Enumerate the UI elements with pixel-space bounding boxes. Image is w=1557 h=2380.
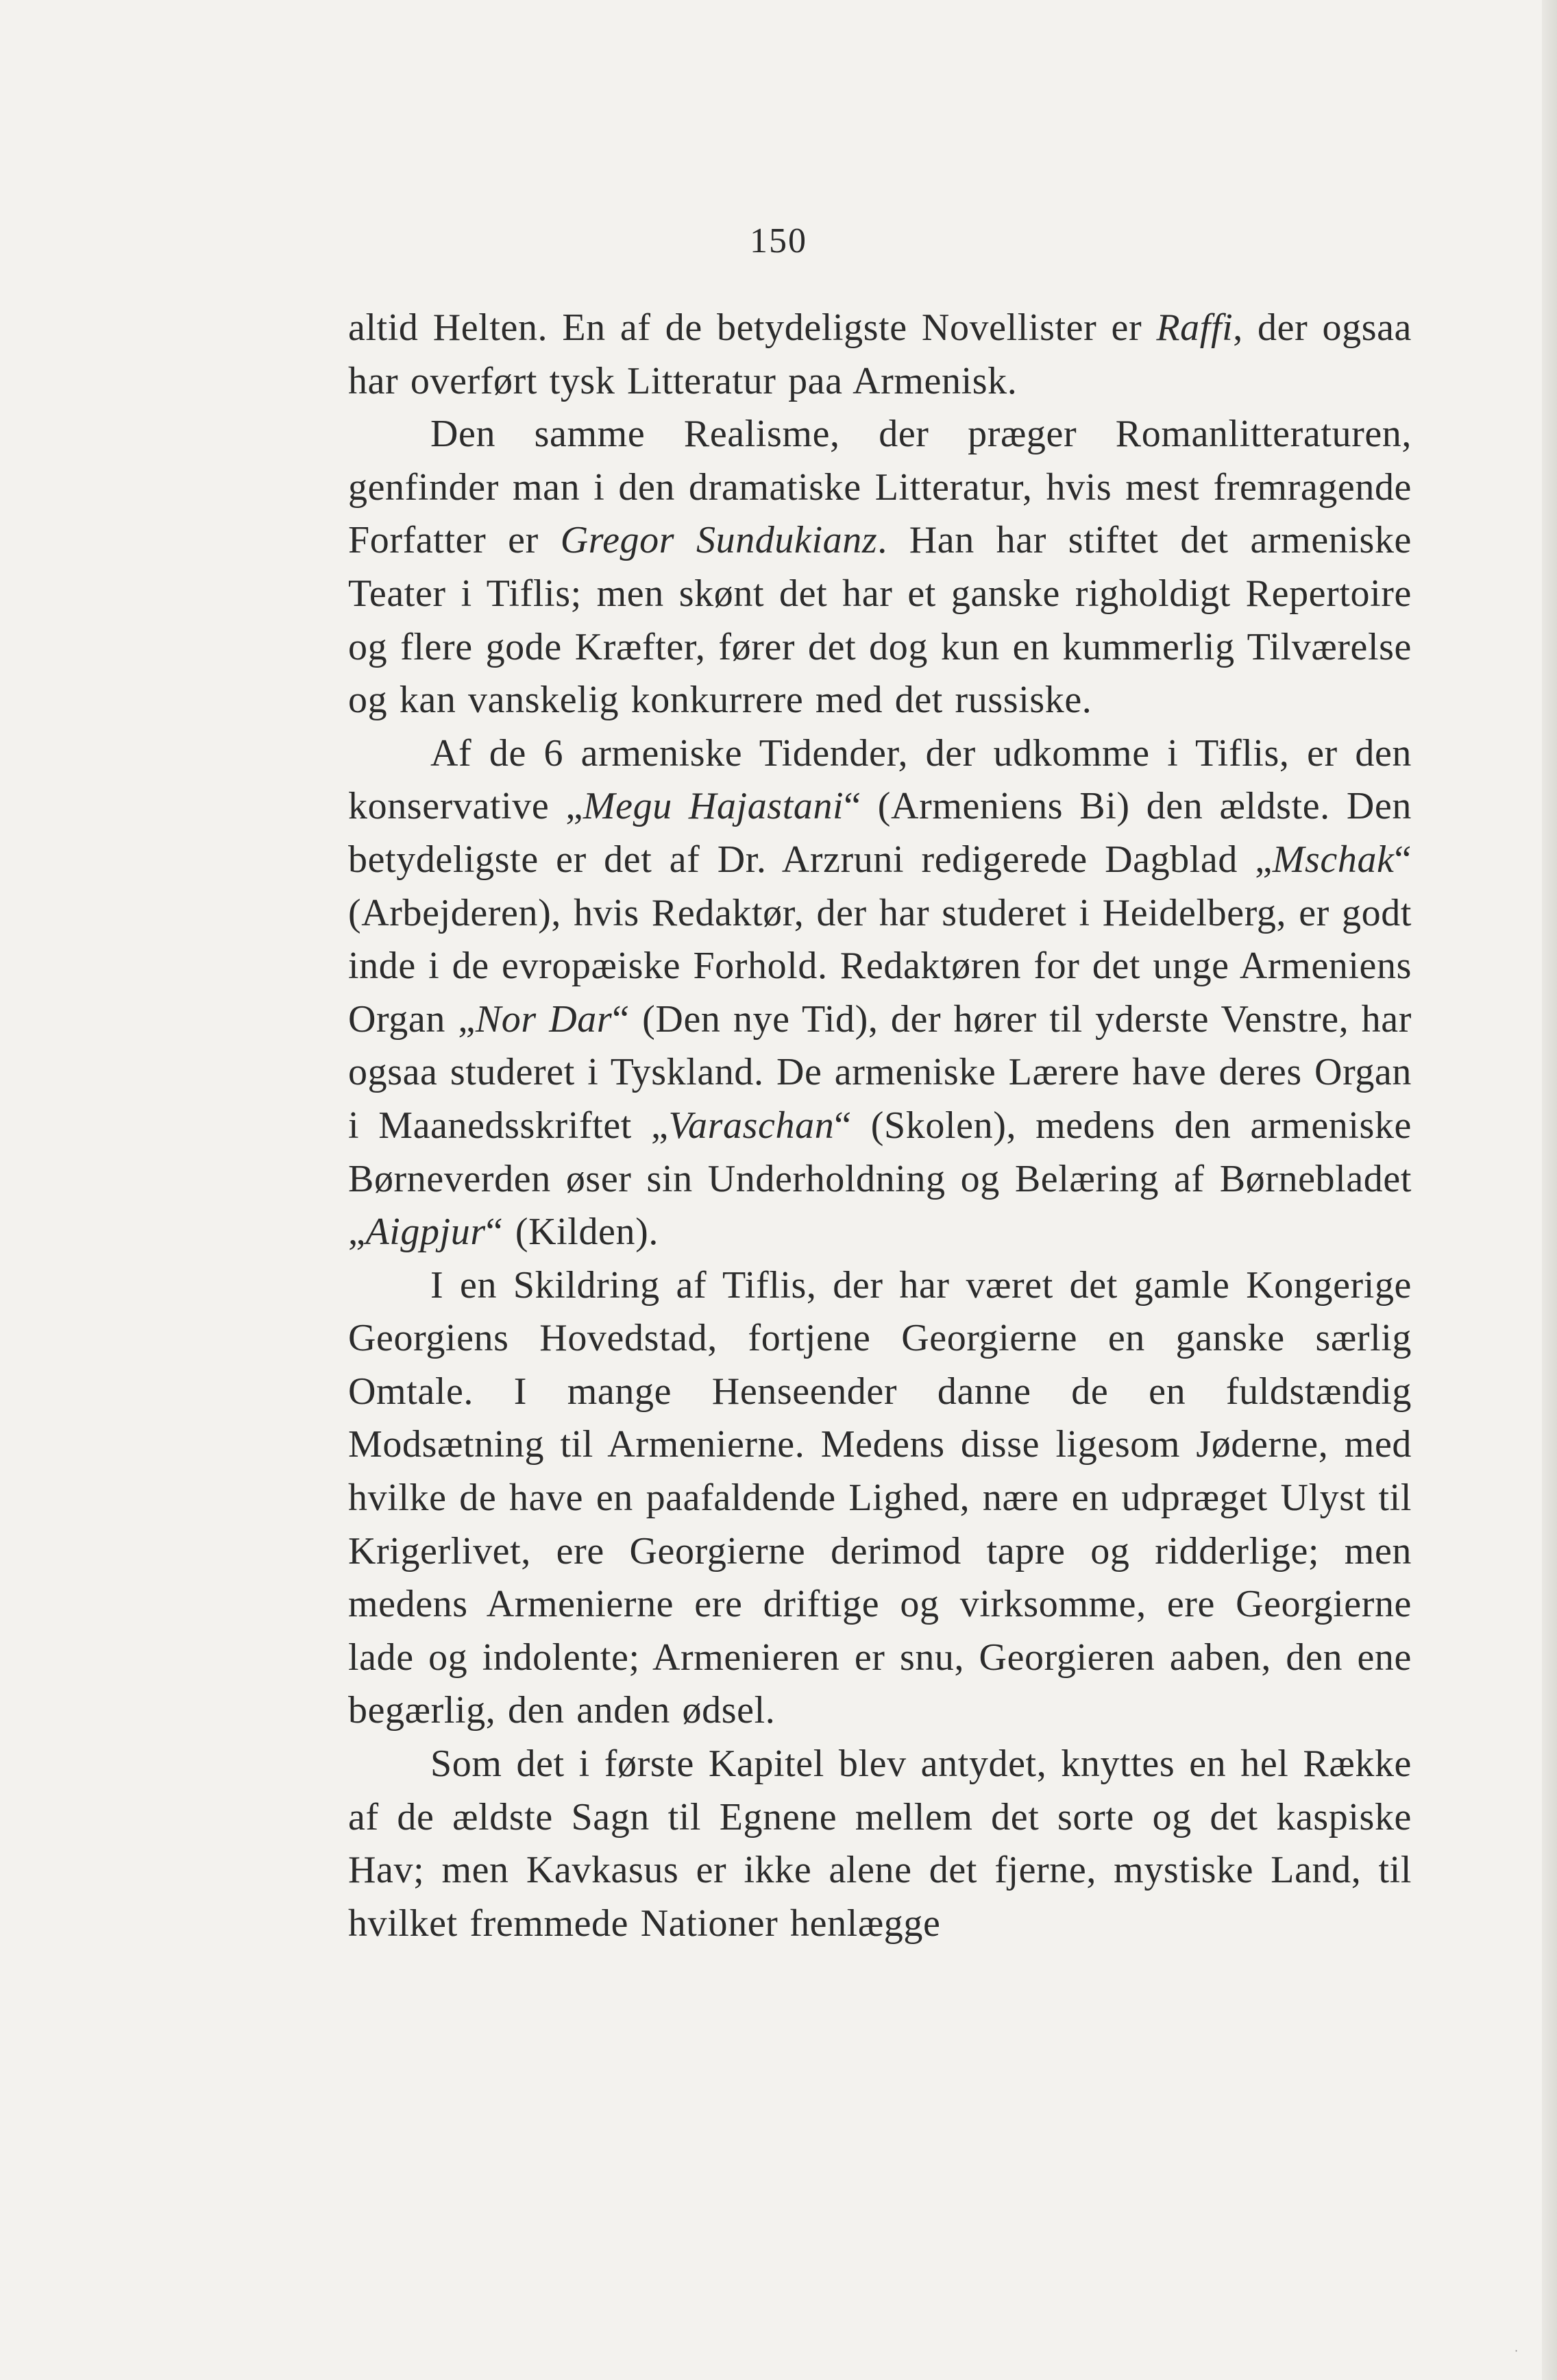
text-run: Som det i første Kapitel blev antydet, knyttes en hel Række af de ældste Sagn til Egnene mellem det sorte og det kaspiske Hav; men Kavkasus er ikke alene det fjerne, mystiske Land, til hvilket fremmede Nationer henlægge (348, 1742, 1412, 1945)
paragraph (348, 302, 1412, 408)
italic-title: Megu Hajastani (583, 785, 844, 828)
italic-title: Nor Dar (475, 997, 613, 1041)
text-run: I en Skildring af Tiflis, der har været det gamle Kongerige Georgiens Hovedstad, fortjene Georgierne en ganske særlig Omtale. I mange Henseender danne de en fuldstændig Modsætning til Armenierne. Medens disse ligesom Jøderne, med hvilke de have en paafaldende Lighed, nære en udpræget Ulyst til Krigerlivet, ere Georgierne derimod tapre og ridderlige; men medens Armenierne ere driftige og virksomme, ere Georgierne lade og indolente; Armenieren er snu, Georgieren aaben, den ene begærlig, den anden ødsel. (348, 1263, 1412, 1732)
italic-title: Aigpjur (365, 1211, 486, 1254)
italic-title: Varaschan (668, 1104, 835, 1147)
text-run: altid Helten. En af de betydeligste Novellister er (348, 306, 1157, 349)
page-edge (1542, 0, 1557, 2380)
italic-title: Gregor Sundukianz (560, 519, 878, 562)
paragraph (348, 1259, 1412, 1738)
text-run: “ (Arbejderen), hvis Redaktør, der har studeret i Heidelberg, er godt inde i de evropæiske Forhold. Redaktøren for det unge Armeniens Organ „ (348, 838, 1412, 1041)
paragraph (348, 727, 1412, 1259)
text-run: “ (Kilden). (485, 1211, 659, 1254)
page-number: 150 (750, 221, 807, 260)
text-run: “ (Armeniens Bi) den ældste. Den betydeligste er det af Dr. Arzruni redigerede Dagblad „ (348, 785, 1412, 881)
text-run: “ (Skolen), medens den armeniske Børneverden øser sin Underholdning og Belæring af Børnebladet „ (348, 1104, 1412, 1254)
text-run: . Han har stiftet det armeniske Teater i Tiflis; men skønt det har et ganske righoldigt Repertoire og flere gode Kræfter, fører det dog kun en kummerlig Tilværelse og kan vanskelig konkurrere med det russiske. (348, 519, 1412, 722)
paragraph (348, 408, 1412, 727)
italic-title: Mschak (1272, 838, 1395, 881)
paper-speck: · (1515, 2344, 1519, 2357)
text-run: Den samme Realisme, der præger Romanlitteraturen, genfinder man i den dramatiske Litteratur, hvis mest fremragende Forfatter er (348, 413, 1412, 562)
text-run: “ (Den nye Tid), der hører til yderste Venstre, har ogsaa studeret i Tyskland. De armeniske Lærere have deres Organ i Maanedsskriftet „ (348, 997, 1412, 1147)
italic-title: Raffi (1156, 306, 1234, 349)
body-text (348, 302, 1412, 1950)
text-run: , der ogsaa har overført tysk Litteratur paa Armenisk. (348, 306, 1412, 402)
paragraph (348, 1738, 1412, 1950)
text-run: Af de 6 armeniske Tidender, der udkomme i Tiflis, er den konservative „ (348, 731, 1412, 828)
